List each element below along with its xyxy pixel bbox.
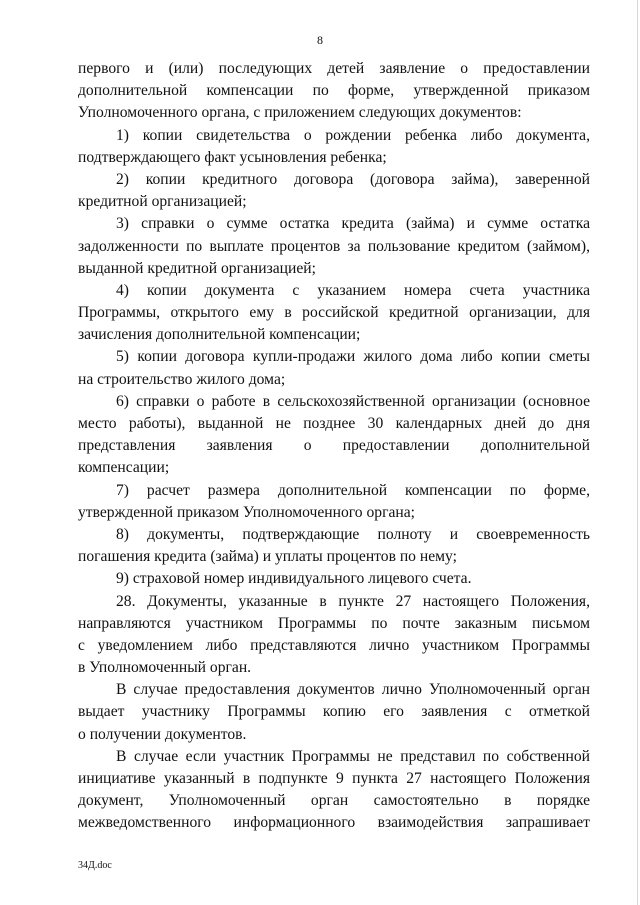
text-line: утвержденной приказом Уполномоченного органа; (78, 503, 416, 521)
text-line: 9) страховой номер индивидуального лицевого счета. (116, 570, 472, 588)
scan-edge-line (637, 0, 638, 905)
text-line: погашения кредита (займа) и уплаты процентов по нему; (78, 548, 457, 566)
text-line: 28. Документы, указанные в пункте 27 настоящего Положения, (116, 592, 590, 610)
text-line: документ, Уполномоченный орган самостоятельно в порядке (78, 792, 590, 810)
text-line: 5) копии договора купли-продажи жилого дома либо копии сметы (116, 348, 590, 366)
text-line: место работы), выданной не позднее 30 календарных дней до дня (78, 415, 590, 432)
text-line: Уполномоченного органа, с приложением следующих документов: (78, 104, 522, 122)
text-line: межведомственного информационного взаимодействия запрашивает (78, 814, 590, 832)
text-line: 2) копии кредитного договора (договора займа), заверенной (116, 170, 590, 188)
text-line: 6) справки о работе в сельскохозяйственной организации (основное (116, 392, 590, 410)
text-line: направляются участником Программы по почте заказным письмом (78, 614, 590, 632)
text-line: задолженности по выплате процентов за пользование кредитом (займом), (78, 237, 590, 255)
text-line: 1) копии свидетельства о рождении ребенка либо документа, (116, 126, 590, 144)
text-line: 3) справки о сумме остатка кредита (займа) и сумме остатка (116, 215, 590, 233)
text-line: компенсации; (78, 459, 170, 477)
text-line: 8) документы, подтверждающие полноту и своевременность (116, 525, 590, 543)
text-line: зачисления дополнительной компенсации; (78, 326, 361, 344)
text-line: инициативе указанный в подпункте 9 пункта 27 настоящего Положения (78, 770, 590, 787)
text-line: Программы, открытого ему в российской кредитной организации, для (78, 304, 590, 322)
text-line: представления заявления о предоставлении дополнительной (78, 437, 590, 455)
footer-filename: 34Д.doc (78, 860, 112, 871)
text-line: в Уполномоченный орган. (78, 659, 252, 677)
text-line: выданной кредитной организацией; (78, 259, 316, 277)
page-number: 8 (317, 33, 323, 47)
text-line: на строительство жилого дома; (78, 370, 286, 388)
text-line: 4) копии документа с указанием номера счета участника (116, 281, 590, 299)
text-line: дополнительной компенсации по форме, утвержденной приказом (78, 82, 590, 100)
text-line: выдает участнику Программы копию его заявления с отметкой (78, 703, 590, 721)
text-line: первого и (или) последующих детей заявление о предоставлении (78, 60, 590, 77)
text-line: о получении документов. (78, 725, 247, 743)
text-line: с уведомлением либо представляются лично участником Программы (78, 636, 590, 654)
text-line: В случае предоставления документов лично Уполномоченный орган (116, 681, 590, 699)
text-line: кредитной организацией; (78, 193, 247, 211)
text-line: подтверждающего факт усыновления ребенка; (78, 148, 387, 166)
text-line: 7) расчет размера дополнительной компенсации по форме, (116, 481, 590, 499)
text-line: В случае если участник Программы не представил по собственной (116, 747, 590, 765)
document-body (78, 58, 590, 835)
